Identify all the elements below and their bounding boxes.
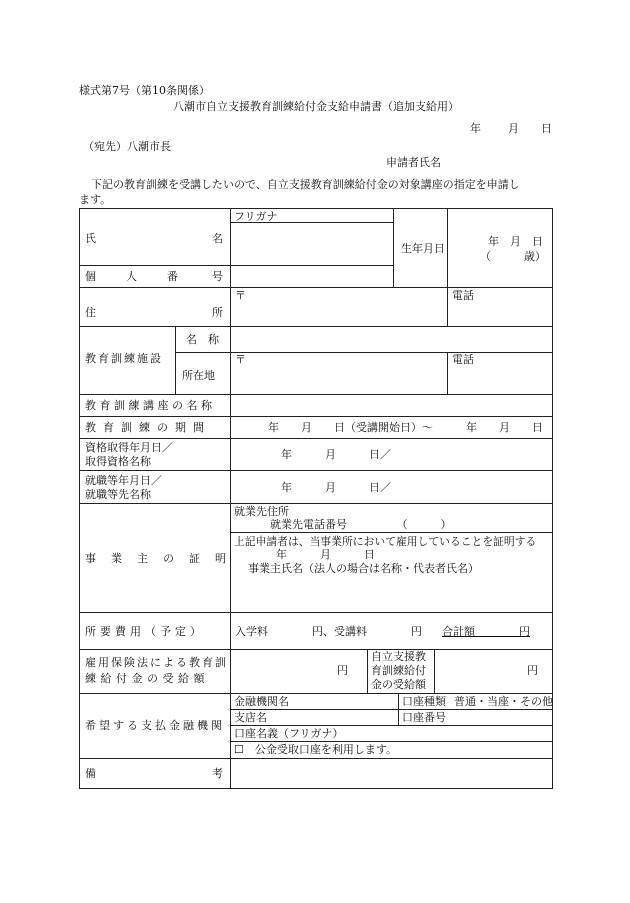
qualification-label-1: 資格取得年月日／ bbox=[85, 441, 173, 454]
address-label-2: 所 bbox=[212, 306, 223, 319]
employer-address: 就業先住所 bbox=[234, 505, 289, 518]
yen-unit: 円 bbox=[527, 664, 538, 677]
postal-mark: 〒 bbox=[235, 289, 246, 302]
furigana-label: フリガナ bbox=[234, 210, 278, 223]
employment-value: 年 月 日／ bbox=[281, 481, 391, 494]
name-label-2: 名 bbox=[212, 232, 223, 245]
phone-label: 電話 bbox=[452, 289, 474, 302]
row-divider bbox=[79, 394, 553, 395]
period-start: 年 月 日（受講開始日）〜 bbox=[268, 421, 433, 434]
birthdate-label: 生年月日 bbox=[401, 242, 445, 255]
facility-phone-label: 電話 bbox=[452, 353, 474, 366]
row-divider bbox=[79, 693, 553, 694]
row-divider bbox=[79, 265, 393, 266]
cost-label: 所要費用（予定） bbox=[85, 625, 205, 638]
row-divider bbox=[79, 503, 553, 504]
employer-cert-label: 事業主の証明 bbox=[85, 552, 241, 565]
row-divider bbox=[230, 741, 553, 742]
col-divider bbox=[434, 649, 435, 693]
total-amount: 合計額 円 bbox=[442, 625, 530, 638]
account-type-options: 普通・当座・その他 bbox=[454, 695, 553, 708]
account-type-label: 口座種類 bbox=[402, 695, 446, 708]
col-divider bbox=[230, 208, 231, 789]
intro-line-2: ます。 bbox=[79, 193, 112, 206]
row-divider bbox=[79, 758, 553, 759]
col-divider bbox=[175, 326, 176, 394]
address-label-1: 住 bbox=[85, 306, 96, 319]
row-divider bbox=[79, 470, 553, 471]
facility-label: 教育訓練施設 bbox=[85, 352, 163, 365]
account-number-field: 口座番号 bbox=[402, 711, 446, 724]
col-divider bbox=[447, 352, 448, 394]
insurance-label-2: 練給付金の受給額 bbox=[85, 672, 209, 685]
insurance-label-1: 雇用保険法による教育訓 bbox=[85, 656, 228, 669]
birthdate-ymd: 年 月 日 bbox=[488, 235, 543, 248]
row-divider bbox=[230, 725, 553, 726]
mynumber-char: 人 bbox=[126, 270, 137, 283]
cert-date: 年 月 日 bbox=[276, 548, 375, 561]
name-label-1: 氏 bbox=[85, 232, 96, 245]
col-divider bbox=[398, 693, 399, 725]
branch-name-field: 支店名 bbox=[234, 711, 267, 724]
intro-line-1: 下記の教育訓練を受講したいので、自立支援教育訓練給付金の対象講座の指定を申請し bbox=[91, 178, 520, 191]
remarks-label-2: 考 bbox=[212, 767, 223, 780]
mynumber-char: 個 bbox=[85, 270, 96, 283]
employer-phone: 就業先電話番号 （ ） bbox=[270, 518, 452, 531]
row-divider bbox=[79, 287, 553, 288]
date-day: 日 bbox=[541, 122, 552, 135]
col-divider bbox=[367, 649, 368, 693]
self-support-label-1: 自立支援教 bbox=[371, 650, 426, 663]
applicant-name-label: 申請者氏名 bbox=[386, 156, 441, 169]
account-holder-field: 口座名義（フリガナ） bbox=[234, 727, 344, 740]
remarks-label-1: 備 bbox=[85, 767, 96, 780]
date-year: 年 bbox=[470, 122, 481, 135]
bank-label: 希望する支払金融機関 bbox=[85, 719, 225, 732]
mynumber-char: 号 bbox=[212, 270, 223, 283]
row-divider bbox=[79, 612, 553, 613]
course-name-label: 教育訓練講座の名称 bbox=[85, 399, 216, 412]
mynumber-char: 番 bbox=[167, 270, 178, 283]
period-end: 年 月 日 bbox=[466, 421, 543, 434]
employment-label-1: 就職等年月日／ bbox=[85, 474, 162, 487]
row-divider bbox=[175, 352, 553, 353]
qualification-label-2: 取得資格名称 bbox=[85, 455, 151, 468]
row-divider bbox=[79, 438, 553, 439]
row-divider bbox=[230, 532, 553, 533]
self-support-label-2: 育訓練給付 bbox=[371, 664, 426, 677]
col-divider bbox=[393, 208, 394, 287]
entrance-fee: 入学料 円、受講料 円 bbox=[235, 625, 422, 638]
public-account-checkbox[interactable]: ☐ 公金受取口座を利用します。 bbox=[234, 743, 397, 756]
cert-statement: 上記申請者は、当事業所において雇用していることを証明する bbox=[234, 535, 537, 548]
row-divider bbox=[230, 709, 553, 710]
period-label: 教育訓練の期間 bbox=[85, 421, 211, 434]
form-number: 様式第7号（第10条関係） bbox=[79, 84, 210, 97]
facility-postal-mark: 〒 bbox=[235, 353, 246, 366]
facility-location-label: 所在地 bbox=[182, 369, 215, 382]
employment-label-2: 就職等先名称 bbox=[85, 488, 151, 501]
row-divider bbox=[79, 326, 553, 327]
self-support-label-3: 金の受給額 bbox=[371, 678, 426, 691]
cert-name: 事業主氏名（法人の場合は名称・代表者氏名） bbox=[248, 562, 479, 575]
col-divider bbox=[447, 287, 448, 326]
facility-name-label: 名 称 bbox=[186, 333, 219, 346]
qualification-value: 年 月 日／ bbox=[281, 448, 391, 461]
row-divider bbox=[79, 649, 553, 650]
col-divider bbox=[447, 208, 448, 287]
bank-name-field: 金融機関名 bbox=[234, 695, 289, 708]
page-title: 八潮市自立支援教育訓練給付金支給申請書（追加支給用） bbox=[173, 100, 459, 113]
yen-unit: 円 bbox=[337, 664, 348, 677]
row-divider bbox=[79, 416, 553, 417]
date-month: 月 bbox=[508, 122, 519, 135]
age-field: （ 歳） bbox=[480, 250, 546, 263]
addressee: （宛先）八潮市長 bbox=[83, 140, 171, 153]
